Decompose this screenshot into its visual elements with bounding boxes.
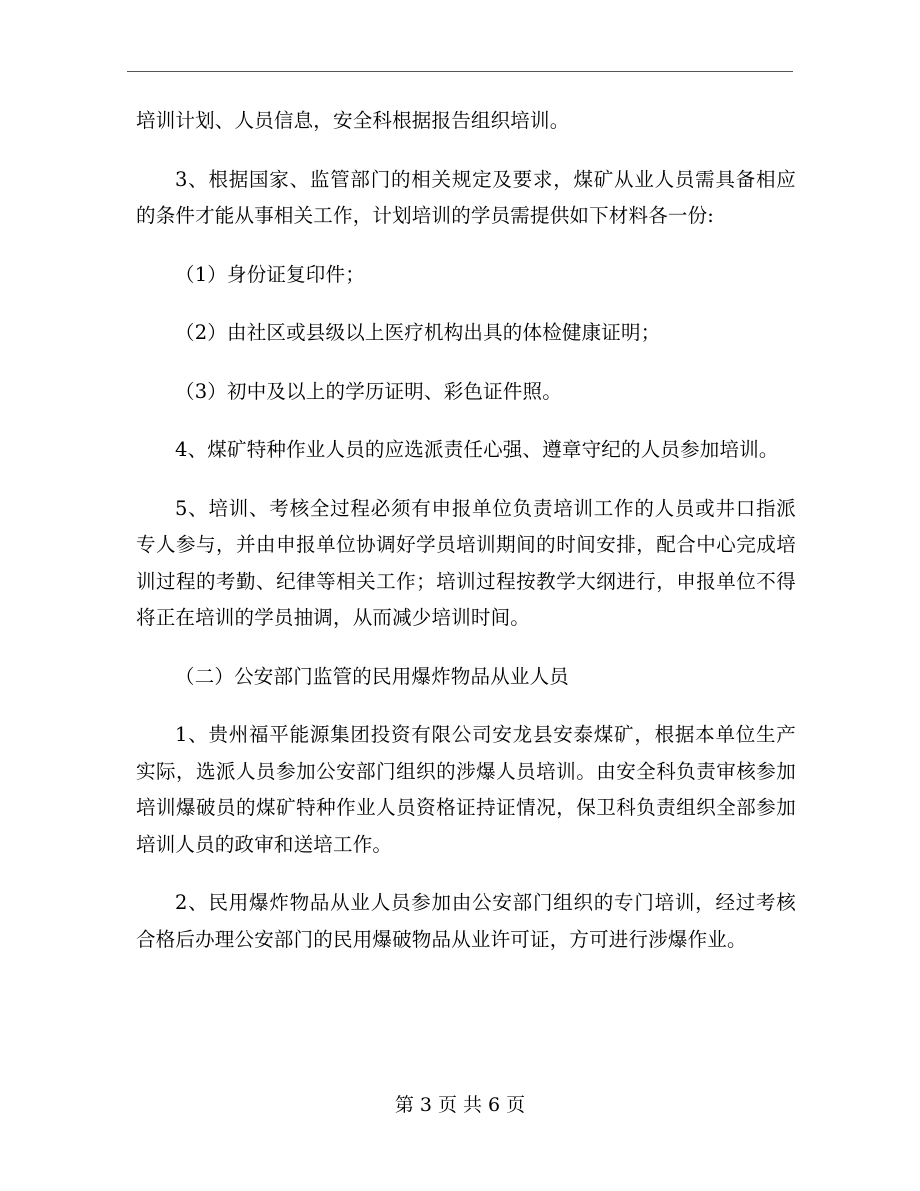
list-item: （1）身份证复印件；: [175, 262, 365, 286]
paragraph: 5、培训、考核全过程必须有申报单位负责培训工作的人员或井口指派专人参与，并由申报单位协调好学员培训期间的时间安排，配合中心完成培训过程的考勤、纪律等相关工作；培训过程按教学大纲进行，申报单位不得将正在培训的学员抽调，从而减少培训时间。: [136, 496, 796, 629]
paragraph: 3、根据国家、监管部门的相关规定及要求，煤矿从业人员需具备相应的条件才能从事相关工作，计划培训的学员需提供如下材料各一份:: [136, 167, 796, 227]
paragraph: 2、民用爆炸物品从业人员参加由公安部门组织的专门培训，经过考核合格后办理公安部门的民用爆破物品从业许可证，方可进行涉爆作业。: [136, 891, 796, 951]
paragraph: 1、贵州福平能源集团投资有限公司安龙县安泰煤矿，根据本单位生产实际，选派人员参加公安部门组织的涉爆人员培训。由安全科负责审核参加培训爆破员的煤矿特种作业人员资格证持证情况，保卫科负责组织全部参加培训人员的政审和送培工作。: [136, 723, 796, 856]
paragraph: 培训计划、人员信息，安全科根据报告组织培训。: [136, 109, 570, 132]
page-number: 第 3 页 共 6 页: [394, 1094, 526, 1116]
document-body: [136, 103, 796, 980]
list-item: （2）由社区或县级以上医疗机构出具的体检健康证明；: [175, 321, 661, 344]
paragraph: 4、煤矿特种作业人员的应选派责任心强、遵章守纪的人员参加培训。: [175, 438, 779, 461]
list-item: （3）初中及以上的学历证明、彩色证件照。: [175, 379, 562, 403]
header-rule: [127, 71, 793, 72]
section-heading: （二）公安部门监管的民用爆炸物品从业人员: [175, 664, 570, 688]
